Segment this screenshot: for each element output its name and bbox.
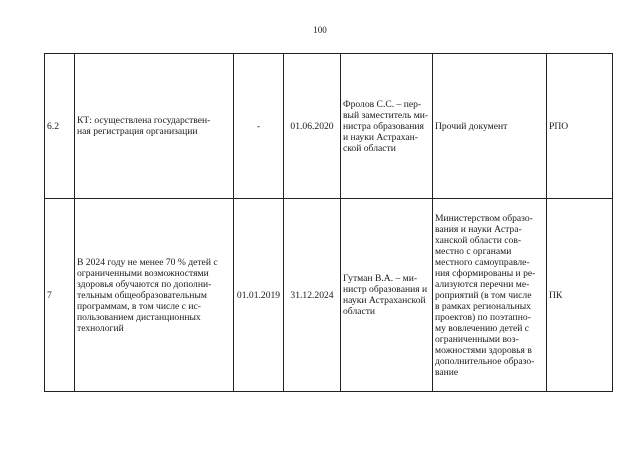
page-number: 100 <box>313 25 327 35</box>
row-number: 7 <box>45 199 75 392</box>
row-level: ПК <box>547 199 613 392</box>
row-end-date: 01.06.2020 <box>284 54 341 199</box>
row-start-date: - <box>234 54 284 199</box>
document-table <box>44 53 613 392</box>
row-responsible: Гутман В.А. – ми- нистр образования и науки Астраханской области <box>341 199 433 392</box>
row-level: РПО <box>547 54 613 199</box>
row-document: Министерством образо- вания и науки Астра- ханской области сов- местно с органами местного самоуправле- ния сформированы и ре- ализуются перечни ме- роприятий (в том числе в рамках региональных проектов) по поэтапно- му вовлечению детей с ограниченными воз- можностями здоровья в дополнительное образо- вание <box>433 199 547 392</box>
row-description: КТ: осуществлена государствен- ная регистрация организации <box>75 54 234 199</box>
table-row <box>45 54 613 199</box>
row-end-date: 31.12.2024 <box>284 199 341 392</box>
row-number: 6.2 <box>45 54 75 199</box>
row-responsible: Фролов С.С. – пер- вый заместитель ми- нистра образования и науки Астрахан- ской области <box>341 54 433 199</box>
row-description: В 2024 году не менее 70 % детей с ограниченными возможностями здоровья обучаются по дополни- тельным общеобразовательным программам, в том числе с ис- пользованием дистанционных технологий <box>75 199 234 392</box>
row-start-date: 01.01.2019 <box>234 199 284 392</box>
row-document: Прочий документ <box>433 54 547 199</box>
table-row <box>45 199 613 392</box>
